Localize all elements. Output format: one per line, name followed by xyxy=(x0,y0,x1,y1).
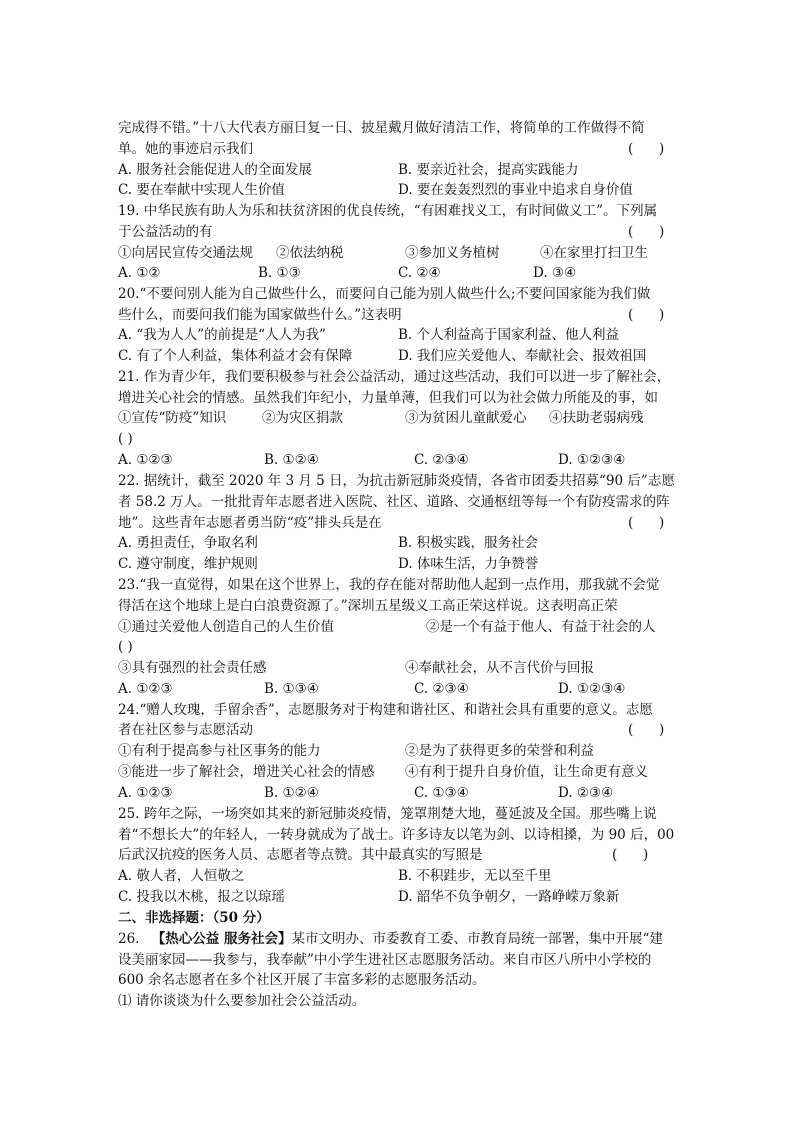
option-a: A. 勇担责任，争取名利 xyxy=(118,535,258,551)
q22-line-3: 地”。这些青年志愿者勇当防“疫”排头兵是在 xyxy=(118,515,382,531)
q24-line-1: 24.“赠人玫瑰，手留余香”，志愿服务对于构建和谐社区、和谐社会具有重要的意义。志愿 xyxy=(118,702,653,718)
option-d: D. 韶华不负争朝夕，一路峥嵘万象新 xyxy=(398,889,620,905)
option-c: C. ②③④ xyxy=(414,452,469,468)
item-4: ④奉献社会，从不言代价与回报 xyxy=(405,660,594,676)
q20-line-2: 些什么，而要问我们能为国家做些什么。”这表明 xyxy=(118,307,402,323)
item-3: ③能进一步了解社会，增进关心社会的情感 xyxy=(118,764,375,780)
option-c: C. 有了个人利益，集体利益才会有保障 xyxy=(118,348,353,364)
item-4: ④有利于提升自身价值，让生命更有意义 xyxy=(405,764,648,780)
answer-paren: ( ) xyxy=(628,224,665,240)
option-b: B. ①③④ xyxy=(264,681,319,697)
item-1: ①宣传“防疫”知识 xyxy=(118,410,227,426)
q22-line-1: 22. 据统计，截至 2020 年 3 月 5 日，为抗击新冠肺炎疫情，各省市团委共招募“90 后”志愿 xyxy=(118,473,675,489)
q19-line-2: 于公益活动的有 xyxy=(118,224,213,240)
item-3: ③具有强烈的社会责任感 xyxy=(118,660,267,676)
item-3: ③为贫困儿童献爱心 xyxy=(405,410,527,426)
item-4: ④在家里打扫卫生 xyxy=(540,245,648,261)
option-d: D. ③④ xyxy=(533,265,577,281)
option-a: A. 敬人者，人恒敬之 xyxy=(118,868,245,884)
answer-paren: ( ) xyxy=(628,141,665,157)
q18-line-1: 完成得不错。”十八大代表方丽日复一日、披星戴月做好清洁工作，将简单的工作做得不简 xyxy=(118,120,645,136)
answer-paren: ( ) xyxy=(118,431,133,447)
answer-paren: ( ) xyxy=(628,722,665,738)
q20-line-1: 20.“不要问别人能为自己做些什么，而要问自己能为别人做些什么;不要问国家能为我们做 xyxy=(118,286,651,302)
option-b: B. ①②④ xyxy=(264,452,319,468)
option-c: C. ①③④ xyxy=(414,785,469,801)
option-a: A. 服务社会能促进人的全面发展 xyxy=(118,162,312,178)
option-c: C. 要在奉献中实现人生价值 xyxy=(118,182,285,198)
option-b: B. ①②④ xyxy=(264,785,319,801)
q25-line-3: 后武汉抗疫的医务人员、志愿者等点赞。其中最真实的写照是 xyxy=(118,847,483,863)
q19-line-1: 19. 中华民族有助人为乐和扶贫济困的优良传统，“有困难找义工，有时间做义工”。下列属 xyxy=(118,203,658,219)
q23-line-2: 得活在这个地球上是白白浪费资源了。”深圳五星级义工高正荣这样说。这表明高正荣 xyxy=(118,598,618,614)
option-b: B. ①③ xyxy=(258,265,301,281)
item-1: ①通过关爱他人创造自己的人生价值 xyxy=(118,619,334,635)
option-b: B. 不积跬步，无以至千里 xyxy=(398,868,552,884)
item-2: ②是一个有益于他人、有益于社会的人 xyxy=(426,619,656,635)
option-a: A. ①②③ xyxy=(118,681,173,697)
option-d: D. 要在轰轰烈烈的事业中追求自身价值 xyxy=(398,182,633,198)
option-d: D. 体味生活，力争赞誉 xyxy=(398,556,539,572)
option-c: C. ②④ xyxy=(398,265,441,281)
answer-paren: ( ) xyxy=(628,307,665,323)
item-2: ②为灾区捐款 xyxy=(262,410,343,426)
option-c: C. ②③④ xyxy=(414,681,469,697)
item-4: ④扶助老弱病残 xyxy=(549,410,644,426)
answer-paren: ( ) xyxy=(118,639,133,655)
item-1: ①向居民宣传交通法规 xyxy=(118,245,253,261)
q21-line-1: 21. 作为青少年，我们要积极参与社会公益活动，通过这些活动，我们可以进一步了解社会， xyxy=(118,369,671,385)
option-c: C. 投我以木桃，报之以琼瑶 xyxy=(118,889,285,905)
section-heading: 二、非选择题：（50 分） xyxy=(118,910,270,926)
q22-line-2: 者 58.2 万人。一批批青年志愿者进入医院、社区、道路、交通枢纽等每一个有防疫需求的阵 xyxy=(118,494,670,510)
q26-line-2: 设美丽家园——我参与，我奉献”中小学生进社区志愿服务活动。来自市区八所中小学校的 xyxy=(118,952,652,968)
q24-line-2: 者在社区参与志愿活动 xyxy=(118,722,253,738)
option-b: B. 要亲近社会，提高实践能力 xyxy=(398,162,579,178)
option-d: D. ①②③④ xyxy=(558,681,626,697)
answer-paren: ( ) xyxy=(612,847,649,863)
sub-question-1: ⑴ 请你谈谈为什么要参加社会公益活动。 xyxy=(118,993,366,1009)
item-2: ②依法纳税 xyxy=(276,245,344,261)
option-a: A. ①② xyxy=(118,265,161,281)
option-d: D. 我们应关爱他人、奉献社会、报效祖国 xyxy=(398,348,647,364)
q21-line-2: 增进关心社会的情感。虽然我们年纪小，力量单薄，但我们可以为社会做力所能及的事，如 xyxy=(118,390,658,406)
option-a: A. ①②③ xyxy=(118,452,173,468)
topic-tag: 【热心公益 服务社会】 xyxy=(151,931,292,947)
question-number: 26. xyxy=(118,931,140,947)
option-c: C. 遵守制度，维护规则 xyxy=(118,556,258,572)
item-3: ③参加义务植树 xyxy=(405,245,500,261)
option-d: D. ②③④ xyxy=(558,785,614,801)
item-1: ①有利于提高参与社区事务的能力 xyxy=(118,743,321,759)
q26-line-3: 600 余名志愿者在多个社区开展了丰富多彩的志愿服务活动。 xyxy=(118,972,486,988)
option-b: B. 积极实践，服务社会 xyxy=(398,535,539,551)
q18-line-2: 单。她的事迹启示我们 xyxy=(118,141,253,157)
q26-line-1-text: 某市文明办、市委教育工委、市教育局统一部署，集中开展“建 xyxy=(291,931,663,947)
q23-line-1: 23.“我一直觉得，如果在这个世界上，我的存在能对帮助他人起到一点作用，那我就不会觉 xyxy=(118,577,660,593)
option-d: D. ①②③④ xyxy=(558,452,626,468)
option-a: A. “我为人人”的前提是“人人为我” xyxy=(118,327,326,343)
answer-paren: ( ) xyxy=(628,515,665,531)
q26-line-1 xyxy=(118,929,663,949)
q25-line-1: 25. 跨年之际，一场突如其来的新冠肺炎疫情，笼罩荆楚大地，蔓延波及全国。那些嘴上说 xyxy=(118,806,657,822)
option-b: B. 个人利益高于国家利益、他人利益 xyxy=(398,327,620,343)
item-2: ②是为了获得更多的荣誉和利益 xyxy=(405,743,594,759)
q25-line-2: 着“不想长大”的年轻人，一转身就成为了战士。许多诗友以笔为剑、以诗相搡，为 90 后，00 xyxy=(118,827,675,843)
option-a: A. ①②③ xyxy=(118,785,173,801)
